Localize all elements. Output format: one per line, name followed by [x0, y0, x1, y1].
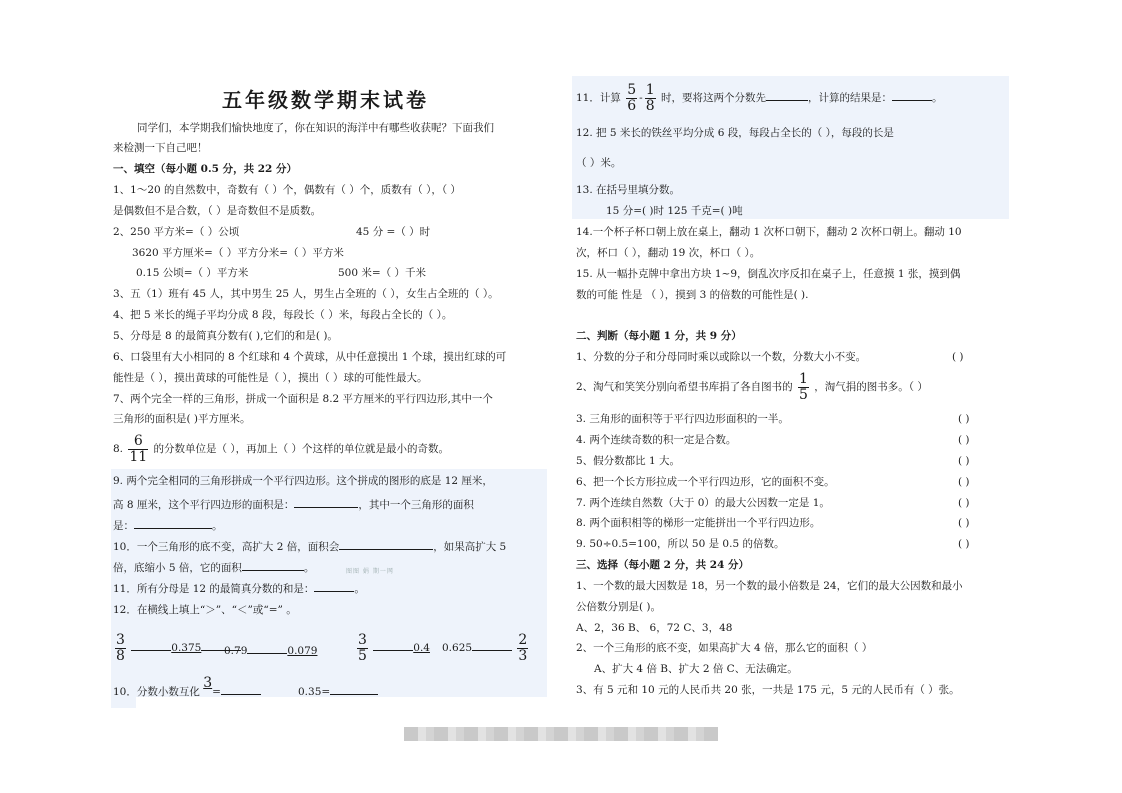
fraction-3-8 [115, 633, 126, 664]
fraction-1-5 [798, 372, 809, 403]
fraction-denominator: 8 [116, 647, 125, 664]
comparison-item-3 [355, 629, 430, 667]
right-question-11-text: 时，要将这两个分数先 [660, 92, 766, 104]
fraction-numerator: 3 [203, 675, 213, 691]
answer-blank[interactable] [221, 682, 261, 695]
question-2-line-1b: 45 分 =（ ）时 [356, 226, 431, 238]
question-7-line-2: 三角形的面积是( )平方厘米。 [113, 413, 251, 425]
right-question-15-line-1: 15. 从一幅扑克牌中拿出方块 1~9，倒乱次序反扣在桌子上，任意摸 1 张，摸到偶 [576, 268, 961, 280]
watermark-text: 图图 娟 期一网 [346, 568, 394, 575]
judge-1: 1、分数的分子和分母同时乘以或除以一个数，分数大小不变。 [576, 351, 867, 363]
comparison-value: 0.4 [413, 642, 430, 654]
question-10-line-1-text: 10．一个三角形的底不变，高扩大 2 倍，面积会 [113, 541, 340, 553]
judge-9-paren[interactable]: ( ) [958, 538, 970, 550]
comparison-value: 0.625 [442, 642, 473, 654]
intro-line-2: 来检测一下自己吧！ [113, 142, 208, 154]
question-6-line-1: 6、口袋里有大小相同的 8 个红球和 4 个黄球，从中任意摸出 1 个球，摸出红球的可 [113, 351, 507, 363]
choice-2-options: A、扩大 4 倍 B、扩大 2 倍 C、无法确定。 [594, 663, 798, 675]
answer-blank[interactable] [242, 558, 304, 571]
judge-3: 3. 三角形的面积等于平行四边形面积的一半。 [576, 413, 789, 425]
judge-8-paren[interactable]: ( ) [958, 517, 970, 529]
right-question-14-line-2: 次，杯口（ ），翻动 19 次，杯口（ ）。 [576, 247, 761, 259]
fraction-numerator: 3 [358, 631, 367, 648]
comparison-value: 0.079 [287, 645, 318, 657]
question-9-line-3 [113, 516, 223, 533]
question-8-text: 的分数单位是（ ），再加上（ ）个这样的单位就是最小的奇数。 [153, 443, 449, 455]
fraction-2-3 [517, 633, 528, 664]
answer-blank[interactable] [892, 88, 932, 101]
question-7-line-1: 7、两个完全一样的三角形，拼成一个面积是 8.2 平方厘米的平行四边形,其中一个 [113, 393, 493, 405]
question-9-line-3-text: 是： [113, 520, 134, 532]
fraction-denominator: 6 [627, 97, 637, 114]
question-11 [113, 579, 365, 596]
question-9-line-3-tail: 。 [212, 520, 223, 532]
question-11-tail: 。 [354, 583, 365, 595]
judge-3-paren[interactable]: ( ) [958, 413, 970, 425]
question-10-line-2 [113, 558, 314, 575]
answer-blank[interactable] [766, 88, 808, 101]
fraction-denominator: 5 [358, 647, 367, 664]
question-9-line-2 [113, 495, 474, 512]
right-question-15-line-2: 数的可能 性是 （ ），摸到 3 的倍数的可能性是( ). [576, 289, 809, 301]
right-question-12-line-2: （ ）米。 [576, 157, 622, 169]
fraction-6-11 [128, 434, 148, 465]
right-question-11-end: 。 [931, 92, 943, 104]
choice-2: 2、一个三角形的底不变，如果高扩大 4 倍，那么它的面积（ ） [576, 642, 873, 654]
question-8 [113, 429, 449, 469]
answer-blank[interactable] [131, 638, 171, 651]
judge-6-paren[interactable]: ( ) [958, 476, 970, 488]
question-2-line-3b: 500 米=（ ）千米 [338, 267, 427, 279]
question-3: 3、五（1）班有 45 人，其中男生 25 人，男生占全班的（ ），女生占全班的（ ）。 [113, 288, 499, 300]
question-5: 5、分母是 8 的最简真分数有( ),它们的和是( )。 [113, 330, 338, 342]
comparison-value: 0.375 [171, 642, 202, 654]
judge-6: 6、把一个长方形拉成一个平行四边形，它的面积不变。 [576, 476, 835, 488]
choice-1-line-1: 1、一个数的最大因数是 18，另一个数的最小倍数是 24，它们的最大公因数和最小 [576, 580, 963, 592]
fraction-numerator: 2 [518, 631, 528, 648]
section-judge-heading: 二、判断（每小题 1 分，共 9 分） [576, 330, 742, 342]
question-9-line-2-tail: ，其中一个三角形的面积 [358, 499, 474, 511]
minus-sign: - [639, 92, 643, 104]
question-1-line-1: 1、1～20 的自然数中，奇数有（ ）个，偶数有（ ）个，质数有（ ），（ ） [113, 184, 461, 196]
judge-7-paren[interactable]: ( ) [958, 497, 970, 509]
answer-blank[interactable] [294, 495, 358, 508]
question-2-line-3: 0.15 公顷=（ ）平方米 [136, 267, 249, 279]
judge-4-paren[interactable]: ( ) [958, 434, 970, 446]
answer-blank[interactable] [339, 537, 433, 550]
judge-5-paren[interactable]: ( ) [958, 455, 970, 467]
judge-2-tail: ，淘气捐的图书多。（ ） [814, 381, 928, 393]
question-10-line-1-tail: ，如果高扩大 5 [433, 541, 507, 553]
fraction-5-6 [626, 83, 637, 114]
question-1-line-2: 是偶数但不是合数，（ ）是奇数但不是质数。 [113, 205, 322, 217]
right-question-13: 13. 在括号里填分数。 [576, 184, 681, 196]
fraction-denominator: 3 [518, 647, 528, 664]
judge-9: 9. 50÷0.5=100，所以 50 是 0.5 的倍数。 [576, 538, 785, 550]
question-10-conversion-text: 10．分数小数互化 [113, 686, 200, 698]
section-fill-heading: 一、填空（每小题 0.5 分，共 22 分） [113, 163, 298, 175]
question-2-line-2: 3620 平方厘米=（ ）平方分米=（ ）平方米 [132, 247, 344, 259]
fraction-numerator: 1 [799, 370, 808, 387]
question-10-line-1 [113, 537, 506, 554]
answer-blank[interactable] [134, 516, 212, 529]
answer-blank[interactable] [314, 579, 354, 592]
right-question-13-items: 15 分=( )时 125 千克=( )吨 [606, 205, 743, 217]
question-8-number: 8. [113, 443, 124, 455]
question-10-conversion-2-text: 0.35= [298, 686, 331, 698]
question-4: 4、把 5 米长的绳子平均分成 8 段，每段长（ ）米，每段占全长的（ ）。 [113, 309, 453, 321]
fraction-1-8 [645, 83, 656, 114]
judge-8: 8. 两个面积相等的梯形一定能拼出一个平行四边形。 [576, 517, 821, 529]
section-choice-heading: 三、选择（每小题 2 分，共 24 分） [576, 559, 750, 571]
question-11-text: 11．所有分母是 12 的最简真分数的和是： [113, 583, 315, 595]
fraction-numerator: 1 [645, 81, 655, 98]
question-6-line-2: 能性是（ ），摸出黄球的可能性是（ ），摸出（ ）球的可能性最大。 [113, 372, 428, 384]
choice-1-options: A、2，36 B、 6，72 C、3，48 [576, 622, 733, 634]
question-12: 12．在横线上填上“＞”、“＜”或“=” 。 [113, 604, 297, 616]
right-question-11-text-2: ，计算的结果是： [807, 92, 892, 104]
comparison-value: 0.79 [224, 645, 248, 657]
judge-7: 7. 两个连续自然数（大于 0）的最大公因数一定是 1。 [576, 497, 830, 509]
fraction-denominator: 8 [645, 97, 655, 114]
question-9-line-2-text: 高 8 厘米，这个平行四边形的面积是： [113, 499, 295, 511]
comparison-item-4 [442, 629, 530, 667]
fraction-3-5 [357, 633, 368, 664]
fraction-numerator: 6 [128, 434, 148, 450]
judge-4: 4. 两个连续奇数的积一定是合数。 [576, 434, 737, 446]
judge-1-paren[interactable]: ( ) [952, 351, 964, 363]
right-question-11 [576, 80, 942, 116]
question-9-line-1: 9. 两个完全相同的三角形拼成一个平行四边形。这个拼成的图形的底是 12 厘米， [113, 475, 493, 487]
question-10-line-2-tail: 。 [303, 562, 315, 574]
judge-2 [576, 368, 928, 406]
fraction-numerator: 5 [627, 81, 637, 98]
comparison-item-1 [113, 629, 241, 667]
choice-1-line-2: 公倍数分别是( )。 [576, 601, 662, 613]
answer-blank[interactable] [373, 638, 413, 651]
question-10-conversion [113, 675, 261, 699]
question-10-line-2-text: 倍，底缩小 5 倍，它的面积 [113, 562, 242, 574]
question-2-line-1: 2、250 平方米=（ ）公顷 [113, 226, 240, 238]
right-question-14-line-1: 14.一个杯子杯口朝上放在桌上，翻动 1 次杯口朝下，翻动 2 次杯口朝上。翻动 10 [576, 226, 962, 238]
answer-blank[interactable] [472, 638, 512, 651]
judge-5: 5、假分数都比 1 大。 [576, 455, 681, 467]
equals-sign: = [212, 686, 221, 698]
choice-3: 3、有 5 元和 10 元的人民币共 20 张，一共是 175 元，5 元的人民币有（ ）张。 [576, 684, 960, 696]
fraction-denominator: 11 [129, 448, 148, 465]
answer-blank[interactable] [330, 682, 378, 695]
blurred-footer [404, 727, 718, 741]
judge-2-text: 2、淘气和笑笑分别向希望书库捐了各自图书的 [576, 381, 793, 393]
question-10-conversion-2 [298, 682, 378, 699]
right-question-11-label: 11．计算 [576, 92, 621, 104]
exam-title: 五年级数学期末试卷 [222, 88, 429, 112]
answer-blank[interactable] [247, 641, 287, 654]
intro-line-1: 同学们，本学期我们愉快地度了，你在知识的海洋中有哪些收获呢？下面我们 [137, 122, 494, 134]
comparison-item-2 [224, 641, 317, 658]
fraction-denominator: 5 [799, 386, 808, 403]
fraction-numerator: 3 [116, 631, 125, 648]
right-question-12-line-1: 12. 把 5 米长的铁丝平均分成 6 段，每段占全长的（ ），每段的长是 [576, 127, 894, 139]
